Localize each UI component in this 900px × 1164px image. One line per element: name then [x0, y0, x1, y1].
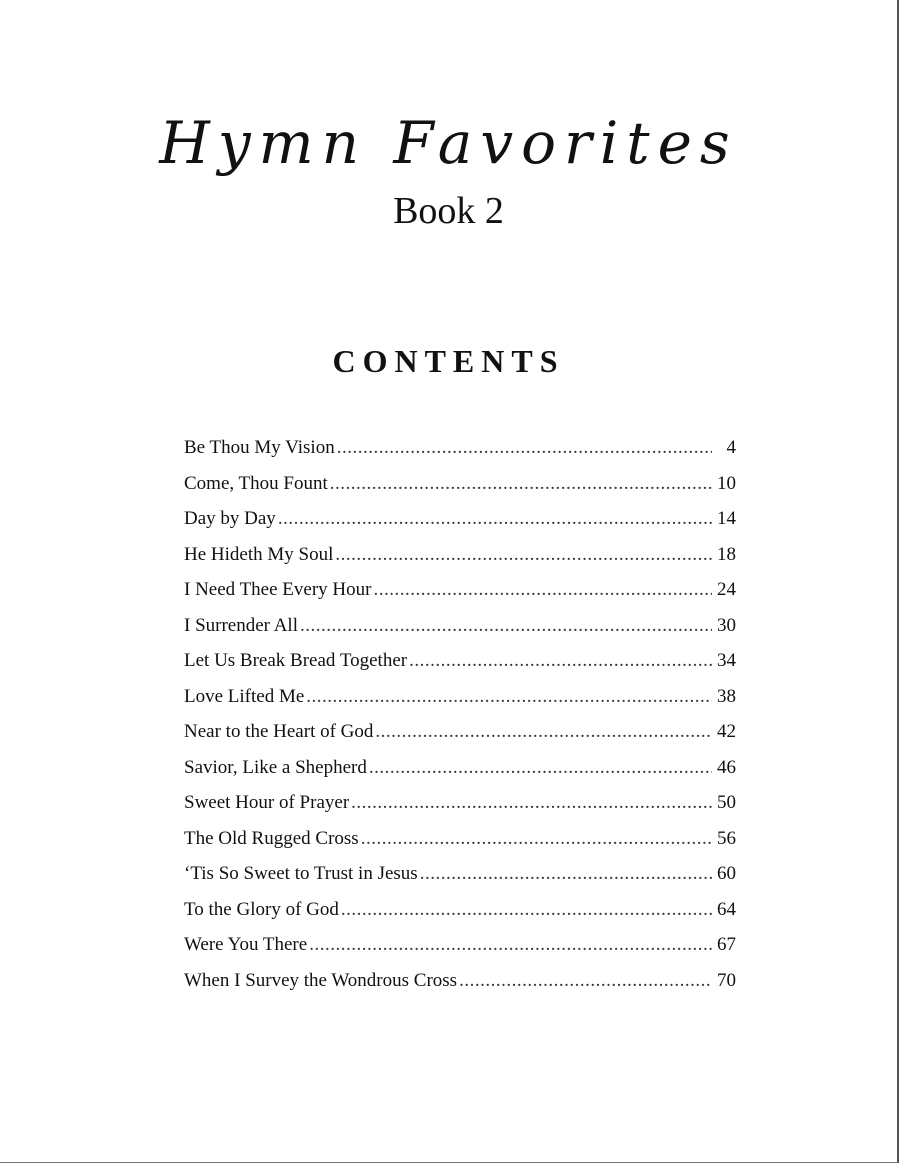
- dot-leader: [300, 611, 712, 641]
- toc-entry-title: Sweet Hour of Prayer: [184, 792, 350, 813]
- toc-entry-title: When I Survey the Wondrous Cross: [184, 969, 458, 991]
- toc-entry: [184, 540, 736, 576]
- toc-entry-page: 56: [717, 827, 736, 849]
- dot-leader: [459, 966, 712, 996]
- contents-heading: CONTENTS: [332, 343, 565, 379]
- dot-leader: [337, 433, 712, 463]
- toc-entry: [184, 469, 736, 505]
- toc-entry: [184, 788, 736, 824]
- toc-entry-page: 42: [717, 721, 736, 742]
- toc-entry: [184, 717, 736, 753]
- toc-entry-title: He Hideth My Soul: [184, 543, 334, 565]
- dot-leader: [341, 895, 712, 925]
- table-of-contents: [184, 433, 736, 1001]
- toc-entry: [184, 504, 736, 540]
- dot-leader: [375, 717, 712, 747]
- dot-leader: [420, 859, 712, 889]
- dot-leader: [351, 788, 712, 818]
- toc-entry-title: The Old Rugged Cross: [184, 827, 359, 849]
- dot-leader: [335, 540, 712, 570]
- dot-leader: [373, 575, 712, 605]
- toc-entry: [184, 575, 736, 611]
- toc-entry-title: Day by Day: [184, 508, 276, 529]
- toc-entry-title: Savior, Like a Shepherd: [184, 756, 367, 778]
- toc-entry-title: Be Thou My Vision: [184, 437, 335, 458]
- toc-entry: [184, 966, 736, 1002]
- toc-entry-page: 67: [717, 934, 736, 955]
- toc-entry-page: 30: [717, 614, 736, 636]
- dot-leader: [409, 646, 712, 676]
- toc-entry-page: 60: [717, 863, 736, 884]
- book-subtitle: Book 2: [393, 190, 504, 232]
- dot-leader: [309, 930, 712, 960]
- dot-leader: [361, 824, 712, 854]
- toc-entry: [184, 433, 736, 469]
- toc-entry-title: Near to the Heart of God: [184, 721, 374, 742]
- toc-entry-page: 46: [717, 756, 736, 778]
- toc-entry: [184, 824, 736, 860]
- toc-entry: [184, 682, 736, 718]
- toc-entry-title: Love Lifted Me: [184, 685, 305, 707]
- toc-entry-page: 64: [717, 898, 736, 920]
- toc-entry-title: To the Glory of God: [184, 898, 339, 920]
- toc-entry: [184, 895, 736, 931]
- toc-entry-title: ‘Tis So Sweet to Trust in Jesus: [184, 863, 418, 884]
- toc-entry-page: 70: [717, 969, 736, 991]
- toc-entry-page: 14: [717, 508, 736, 529]
- toc-entry-page: 38: [717, 685, 736, 707]
- toc-entry: [184, 753, 736, 789]
- toc-entry: [184, 859, 736, 895]
- toc-entry-title: Come, Thou Fount: [184, 472, 328, 494]
- toc-entry: [184, 611, 736, 647]
- toc-entry-page: 18: [717, 543, 736, 565]
- book-title: Hymn Favorites: [159, 109, 738, 177]
- toc-entry-title: I Surrender All: [184, 614, 298, 636]
- dot-leader: [369, 753, 712, 783]
- dot-leader: [278, 504, 712, 534]
- toc-entry-page: 34: [717, 650, 736, 671]
- toc-entry-page: 10: [717, 472, 736, 494]
- dot-leader: [306, 682, 712, 712]
- toc-entry-page: 50: [717, 792, 736, 813]
- toc-entry-title: Let Us Break Bread Together: [184, 650, 408, 671]
- toc-entry-page: 24: [717, 579, 736, 600]
- toc-entry-title: Were You There: [184, 934, 308, 955]
- toc-entry: [184, 646, 736, 682]
- toc-entry-title: I Need Thee Every Hour: [184, 579, 372, 600]
- toc-entry-page: 4: [726, 437, 736, 458]
- toc-entry: [184, 930, 736, 966]
- dot-leader: [330, 469, 712, 499]
